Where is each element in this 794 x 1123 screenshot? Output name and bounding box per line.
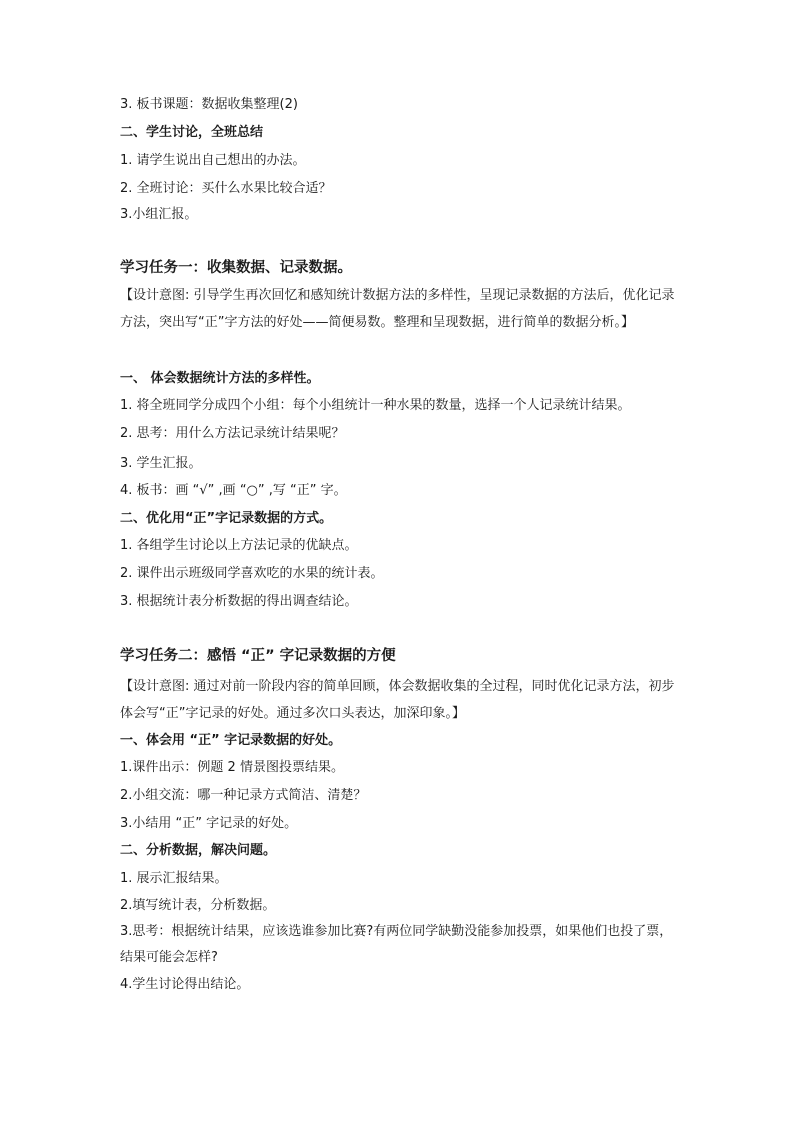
list-item: 4.学生讨论得出结论。 (120, 977, 250, 992)
list-item: 3. 根据统计表分析数据的得出调查结论。 (120, 594, 358, 609)
list-item: 1. 将全班同学分成四个小组：每个小组统计一种水果的数量，选择一个人记录统计结果。 (120, 398, 631, 413)
list-item: 2. 全班讨论：买什么水果比较合适？ (120, 181, 332, 196)
list-item: 2.小组交流：哪一种记录方式简洁、清楚？ (120, 788, 367, 803)
list-item: 1. 各组学生讨论以上方法记录的优缺点。 (120, 538, 358, 553)
list-item: 3.思考：根据统计结果，应该选谁参加比赛?有两位同学缺勤没能参加投票，如果他们也投了票，结果可能会怎样? (120, 924, 673, 965)
section-heading: 二、学生讨论，全班总结 (120, 125, 264, 140)
task1-subheading-2: 二、优化用“正”字记录数据的方式。 (120, 511, 333, 526)
list-item: 2.填写统计表，分析数据。 (120, 898, 276, 913)
task1-title: 学习任务一：收集数据、记录数据。 (120, 260, 352, 276)
list-item: 4. 板书：画 “√” ,画 “○” ,写 “正” 字。 (120, 483, 347, 498)
task2-subheading-2: 二、分析数据，解决问题。 (120, 843, 277, 858)
list-item: 1.课件出示：例题 2 情景图投票结果。 (120, 760, 344, 775)
task2-subheading-1: 一、体会用 “正” 字记录数据的好处。 (120, 733, 342, 748)
board-topic-line: 3. 板书课题：数据收集整理(2) (120, 97, 298, 112)
list-item: 1. 展示汇报结果。 (120, 871, 228, 886)
task1-design-intent: 【设计意图: 引导学生再次回忆和感知统计数据方法的多样性，呈现记录数据的方法后，优化记录方法，突出写“正”字方法的好处——简便易数。整理和呈现数据，进行简单的数据分析。】 (120, 288, 675, 330)
task1-subheading-1: 一、 体会数据统计方法的多样性。 (120, 371, 320, 386)
list-item: 2. 课件出示班级同学喜欢吃的水果的统计表。 (120, 566, 384, 581)
list-item: 3. 学生汇报。 (120, 456, 202, 471)
list-item: 1. 请学生说出自己想出的办法。 (120, 153, 306, 168)
list-item: 2. 思考：用什么方法记录统计结果呢？ (120, 426, 345, 441)
list-item: 3.小组汇报。 (120, 207, 198, 222)
list-item: 3.小结用 “正” 字记录的好处。 (120, 816, 298, 831)
task2-design-intent: 【设计意图: 通过对前一阶段内容的简单回顾，体会数据收集的全过程，同时优化记录方法，初步体会写“正”字记录的好处。通过多次口头表达，加深印象。】 (120, 679, 675, 721)
task2-title: 学习任务二：感悟 “正” 字记录数据的方便 (120, 648, 396, 664)
